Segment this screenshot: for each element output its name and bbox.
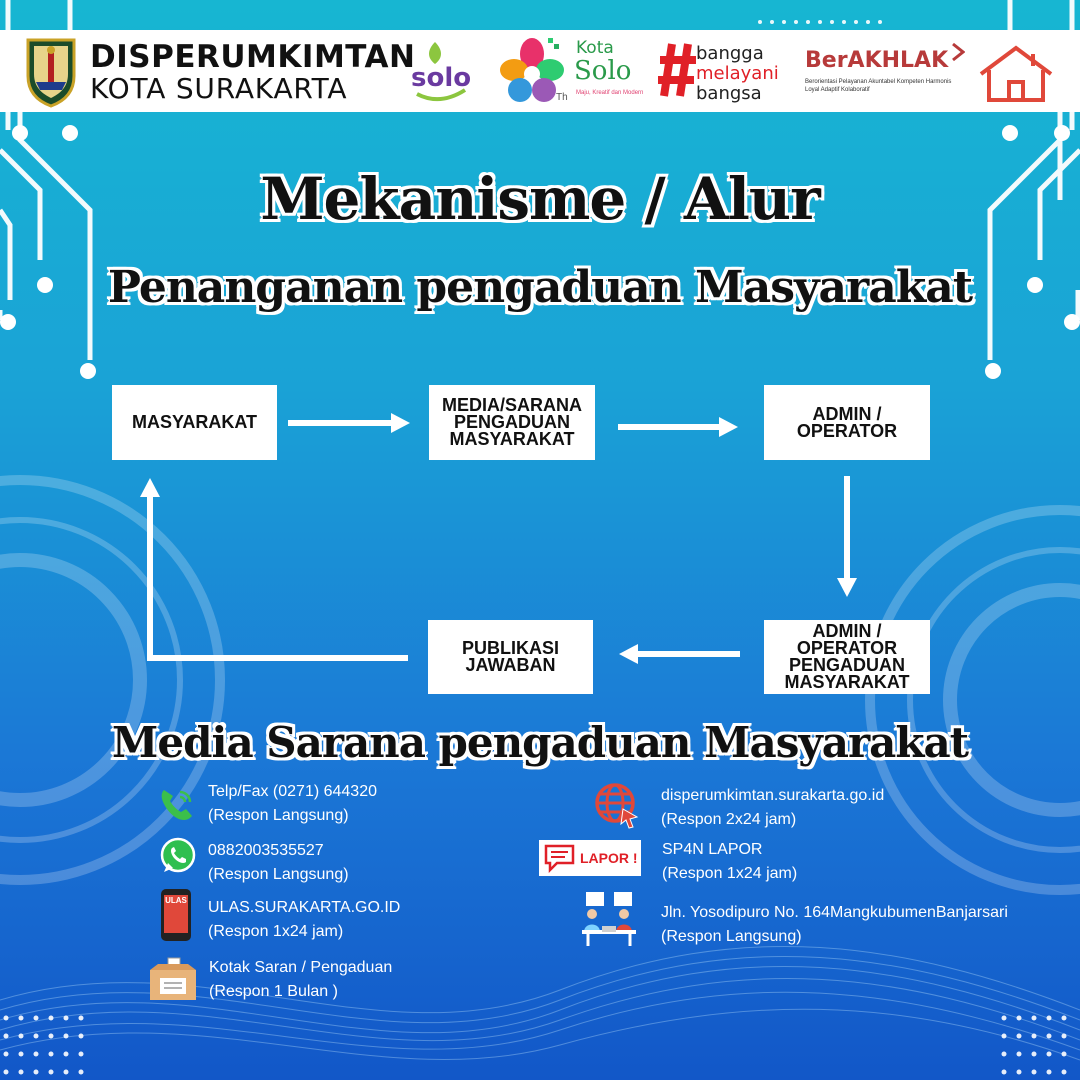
media-lapor-line-2: (Respon 1x24 jam) <box>662 865 798 882</box>
house-icon <box>975 44 1057 104</box>
box-admin-pengaduan-line-1: ADMIN / <box>812 621 882 641</box>
box-media-line-1: MEDIA/SARANA <box>441 395 582 415</box>
media-lapor-line-1: SP4N LAPOR <box>662 841 763 858</box>
berakhlak-title: BerAKHLAK <box>805 48 949 73</box>
berakhlak-subtitle: Berorientasi Pelayanan Akuntabel Kompeten Harmonis Loyal Adaptif Kolaboratif <box>805 79 952 93</box>
org-name-line-2: KOTA SURAKARTA <box>90 72 348 105</box>
bangga-text-3: bangsa <box>696 83 762 104</box>
bangga-text-1: bangga <box>696 43 764 64</box>
whatsapp-icon <box>159 837 197 875</box>
media-website-line-1: disperumkimtan.surakarta.go.id <box>661 787 885 804</box>
media-phone-line-1: Telp/Fax (0271) 644320 <box>208 783 377 800</box>
chevron-icon <box>951 42 965 62</box>
org-name <box>90 39 416 105</box>
kota-solo-anniversary-logo <box>492 36 642 108</box>
chat-bubble-icon <box>543 843 579 873</box>
hashtag-icon <box>658 40 698 100</box>
box-admin-pengaduan-line-4: MASYARAKAT <box>784 672 910 692</box>
media-whatsapp-line-2: (Respon Langsung) <box>208 866 349 883</box>
media-whatsapp-line-1: 0882003535527 <box>208 842 324 859</box>
ulas-app-icon <box>161 889 191 941</box>
media-website-line-2: (Respon 2x24 jam) <box>661 811 797 828</box>
box-admin-pengaduan-line-2: OPERATOR <box>796 638 898 658</box>
svg-text:Th: Th <box>556 92 568 103</box>
box-admin-operator-pengaduan <box>764 620 930 694</box>
kota-solo-tagline: Maju, Kreatif dan Modern <box>576 90 644 96</box>
phone-icon <box>158 786 196 824</box>
berakhlak-logo <box>805 42 965 102</box>
media-office-address <box>661 901 1008 949</box>
media-ulas-line-1: ULAS.SURAKARTA.GO.ID <box>208 899 401 916</box>
suggestion-box-icon <box>148 956 198 1002</box>
media-lapor <box>662 838 797 886</box>
box-publikasi-jawaban <box>428 620 593 694</box>
box-media-line-2: PENGADUAN <box>453 412 570 432</box>
media-phone-line-2: (Respon Langsung) <box>208 807 349 824</box>
web-icon <box>593 781 641 829</box>
box-admin-line-2: OPERATOR <box>796 420 898 441</box>
media-section-title: Media Sarana pengaduan Masyarakat <box>111 718 969 767</box>
kota-solo-text-1: Kota <box>576 38 614 58</box>
box-publikasi-line-1: PUBLIKASI <box>461 638 559 658</box>
box-masyarakat <box>112 385 277 460</box>
box-publikasi-line-2: JAWABAN <box>465 655 556 675</box>
city-crest-icon <box>24 36 78 108</box>
solo-logo <box>405 36 475 106</box>
bangga-text-2: melayani <box>696 63 779 84</box>
org-name-line-1: DISPERUMKIMTAN <box>90 39 416 75</box>
media-office-line-2: (Respon Langsung) <box>661 928 802 945</box>
box-media-sarana <box>429 385 595 460</box>
solo-logo-icon <box>405 36 475 106</box>
office-visit-icon <box>578 888 640 950</box>
kota-solo-text-2: Solo <box>574 56 632 86</box>
header-bar <box>0 30 1080 112</box>
lapor-label: LAPOR ! <box>580 850 638 866</box>
solo-logo-text: solo <box>411 63 472 93</box>
box-admin-pengaduan-line-3: PENGADUAN <box>788 655 905 675</box>
media-website <box>661 784 884 832</box>
media-suggestion-line-2: (Respon 1 Bulan ) <box>209 983 338 1000</box>
media-phone <box>208 780 377 828</box>
main-title: Mekanisme / Alur <box>260 165 820 233</box>
ulas-app-label: ULAS <box>164 895 188 933</box>
box-masyarakat-line-1: MASYARAKAT <box>131 412 257 432</box>
media-office-line-1: Jln. Yosodipuro No. 164MangkubumenBanjarsari <box>661 904 1008 921</box>
lapor-icon <box>539 840 641 876</box>
media-ulas-line-2: (Respon 1x24 jam) <box>208 923 344 940</box>
flower-emblem-icon <box>492 36 572 108</box>
media-suggestion-line-1: Kotak Saran / Pengaduan <box>209 959 393 976</box>
bangga-melayani-bangsa-logo <box>658 40 793 106</box>
box-admin-operator <box>764 385 930 460</box>
sub-title: Penanganan pengaduan Masyarakat <box>107 262 973 313</box>
media-whatsapp <box>208 839 349 887</box>
box-admin-line-1: ADMIN / <box>812 403 882 424</box>
media-suggestion-box <box>209 956 392 1004</box>
box-media-line-3: MASYARAKAT <box>449 429 575 449</box>
media-ulas <box>208 896 400 944</box>
